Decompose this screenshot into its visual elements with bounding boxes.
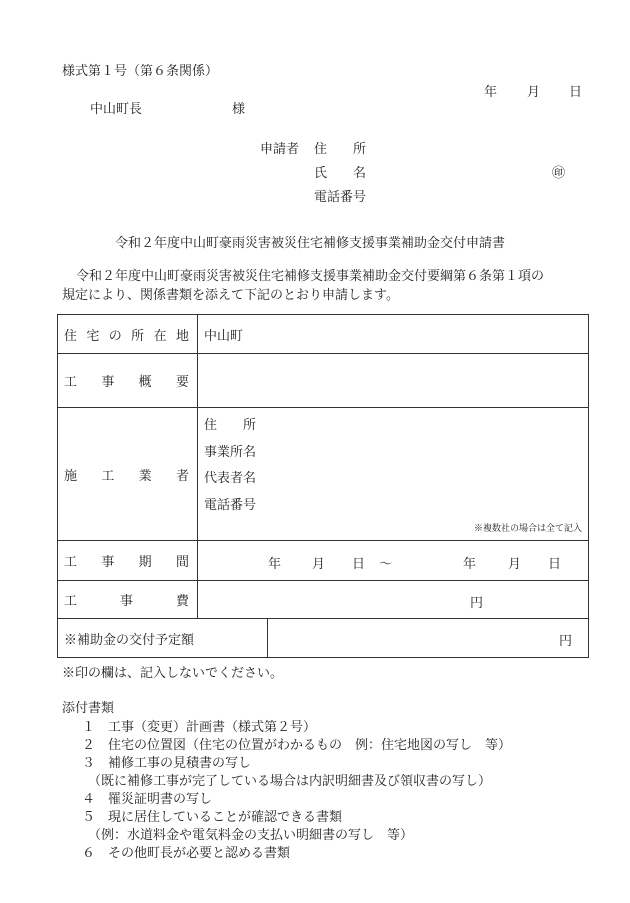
applicant-phone-label: 電話番号 bbox=[314, 190, 367, 205]
intro-line-1: 令和２年度中山町豪雨災害被災住宅補修支援事業補助金交付要綱第６条第１項の bbox=[76, 269, 545, 284]
intro-line-2: 規定により、関係書類を添えて下記のとおり申請します。 bbox=[62, 288, 399, 303]
contractor-representative-label: 代表者名 bbox=[204, 471, 257, 486]
contractor-label-cell bbox=[58, 408, 198, 541]
period-tilde: ～ bbox=[379, 557, 393, 572]
applicant-role: 申請者 bbox=[260, 142, 300, 157]
honorific: 様 bbox=[232, 102, 246, 117]
period-end-year: 年 bbox=[463, 557, 477, 572]
summary-label-char: 概 bbox=[138, 375, 152, 390]
attachments-heading: 添付書類 bbox=[62, 701, 115, 716]
form-number: 様式第１号（第６条関係） bbox=[62, 64, 219, 79]
applicant-name-label: 氏 名 bbox=[314, 166, 367, 181]
period-label-char: 事 bbox=[101, 555, 115, 570]
period-label-char: 工 bbox=[64, 555, 78, 570]
period-start-month: 月 bbox=[312, 557, 326, 572]
row-cost bbox=[58, 581, 589, 619]
period-label-char: 期 bbox=[138, 555, 152, 570]
period-start-year: 年 bbox=[268, 557, 282, 572]
date-month-label: 月 bbox=[527, 85, 541, 100]
contractor-office-label: 事業所名 bbox=[204, 444, 257, 460]
period-label-char: 間 bbox=[175, 555, 189, 570]
period-value-cell[interactable] bbox=[198, 541, 589, 581]
summary-value-field[interactable] bbox=[198, 354, 589, 408]
location-label-char: の bbox=[108, 328, 122, 344]
cost-label-cell bbox=[58, 581, 198, 619]
date-year-label: 年 bbox=[484, 85, 498, 100]
subsidy-label: ※補助金の交付予定額 bbox=[58, 619, 268, 658]
row-contractor bbox=[58, 408, 589, 541]
cost-unit: 円 bbox=[470, 596, 484, 611]
attachment-item-note: （例：水道料金や電気料金の支払い明細書の写し 等） bbox=[88, 828, 414, 843]
attachment-item: １ 工事（変更）計画書（様式第２号） bbox=[82, 720, 317, 735]
contractor-label-char: 工 bbox=[101, 468, 115, 484]
contractor-value-cell[interactable] bbox=[198, 408, 589, 541]
cost-value-cell[interactable] bbox=[198, 581, 589, 619]
location-label-char: 所 bbox=[131, 328, 145, 344]
attachment-item: ６ その他町長が必要と認める書類 bbox=[82, 846, 291, 861]
contractor-label-char: 業 bbox=[138, 468, 152, 484]
location-label-char: 宅 bbox=[86, 328, 100, 344]
attachment-item: ５ 現に居住していることが確認できる書類 bbox=[82, 810, 343, 825]
row-summary bbox=[58, 354, 589, 408]
addressee: 中山町長 bbox=[90, 102, 143, 117]
summary-label-char: 工 bbox=[64, 375, 78, 390]
contractor-label-char: 施 bbox=[64, 468, 78, 484]
row-period bbox=[58, 541, 589, 581]
attachment-item: ２ 住宅の位置図（住宅の位置がわかるもの 例：住宅地図の写し 等） bbox=[82, 738, 512, 753]
contractor-label-char: 者 bbox=[175, 468, 189, 484]
applicant-address-label: 住 所 bbox=[314, 142, 367, 157]
contractor-address-label: 住 所 bbox=[204, 418, 257, 433]
attachment-item-note: （既に補修工事が完了している場合は内訳明細書及び領収書の写し） bbox=[88, 774, 492, 789]
footnote: ※印の欄は、記入しないでください。 bbox=[62, 666, 284, 681]
location-label-cell bbox=[58, 315, 198, 354]
cost-label-char: 工 bbox=[64, 594, 78, 609]
attachment-item: ３ 補修工事の見積書の写し bbox=[82, 756, 252, 771]
summary-label-char: 要 bbox=[175, 375, 189, 390]
summary-label-cell bbox=[58, 354, 198, 408]
location-value[interactable]: 中山町 bbox=[198, 315, 589, 354]
row-subsidy bbox=[58, 619, 589, 658]
period-label-cell bbox=[58, 541, 198, 581]
attachment-item: ４ 罹災証明書の写し bbox=[82, 792, 213, 807]
location-label-char: 地 bbox=[175, 328, 189, 344]
row-location bbox=[58, 315, 589, 354]
location-label-char: 在 bbox=[153, 328, 167, 344]
application-table bbox=[57, 314, 589, 658]
summary-label-char: 事 bbox=[101, 375, 115, 390]
contractor-note: ※複数社の場合は全て記入 bbox=[474, 524, 583, 534]
period-end-day: 日 bbox=[548, 557, 562, 572]
period-end-month: 月 bbox=[508, 557, 522, 572]
cost-label-char: 事 bbox=[119, 594, 133, 609]
seal-mark: ㊞ bbox=[552, 166, 566, 181]
subsidy-unit: 円 bbox=[559, 634, 573, 649]
period-start-day: 日 bbox=[352, 557, 366, 572]
date-day-label: 日 bbox=[569, 85, 583, 100]
subsidy-value-cell[interactable] bbox=[268, 619, 589, 658]
document-title: 令和２年度中山町豪雨災害被災住宅補修支援事業補助金交付申請書 bbox=[115, 236, 506, 251]
location-label-char: 住 bbox=[64, 328, 78, 344]
cost-label-char: 費 bbox=[175, 594, 189, 609]
contractor-phone-label: 電話番号 bbox=[204, 497, 257, 513]
